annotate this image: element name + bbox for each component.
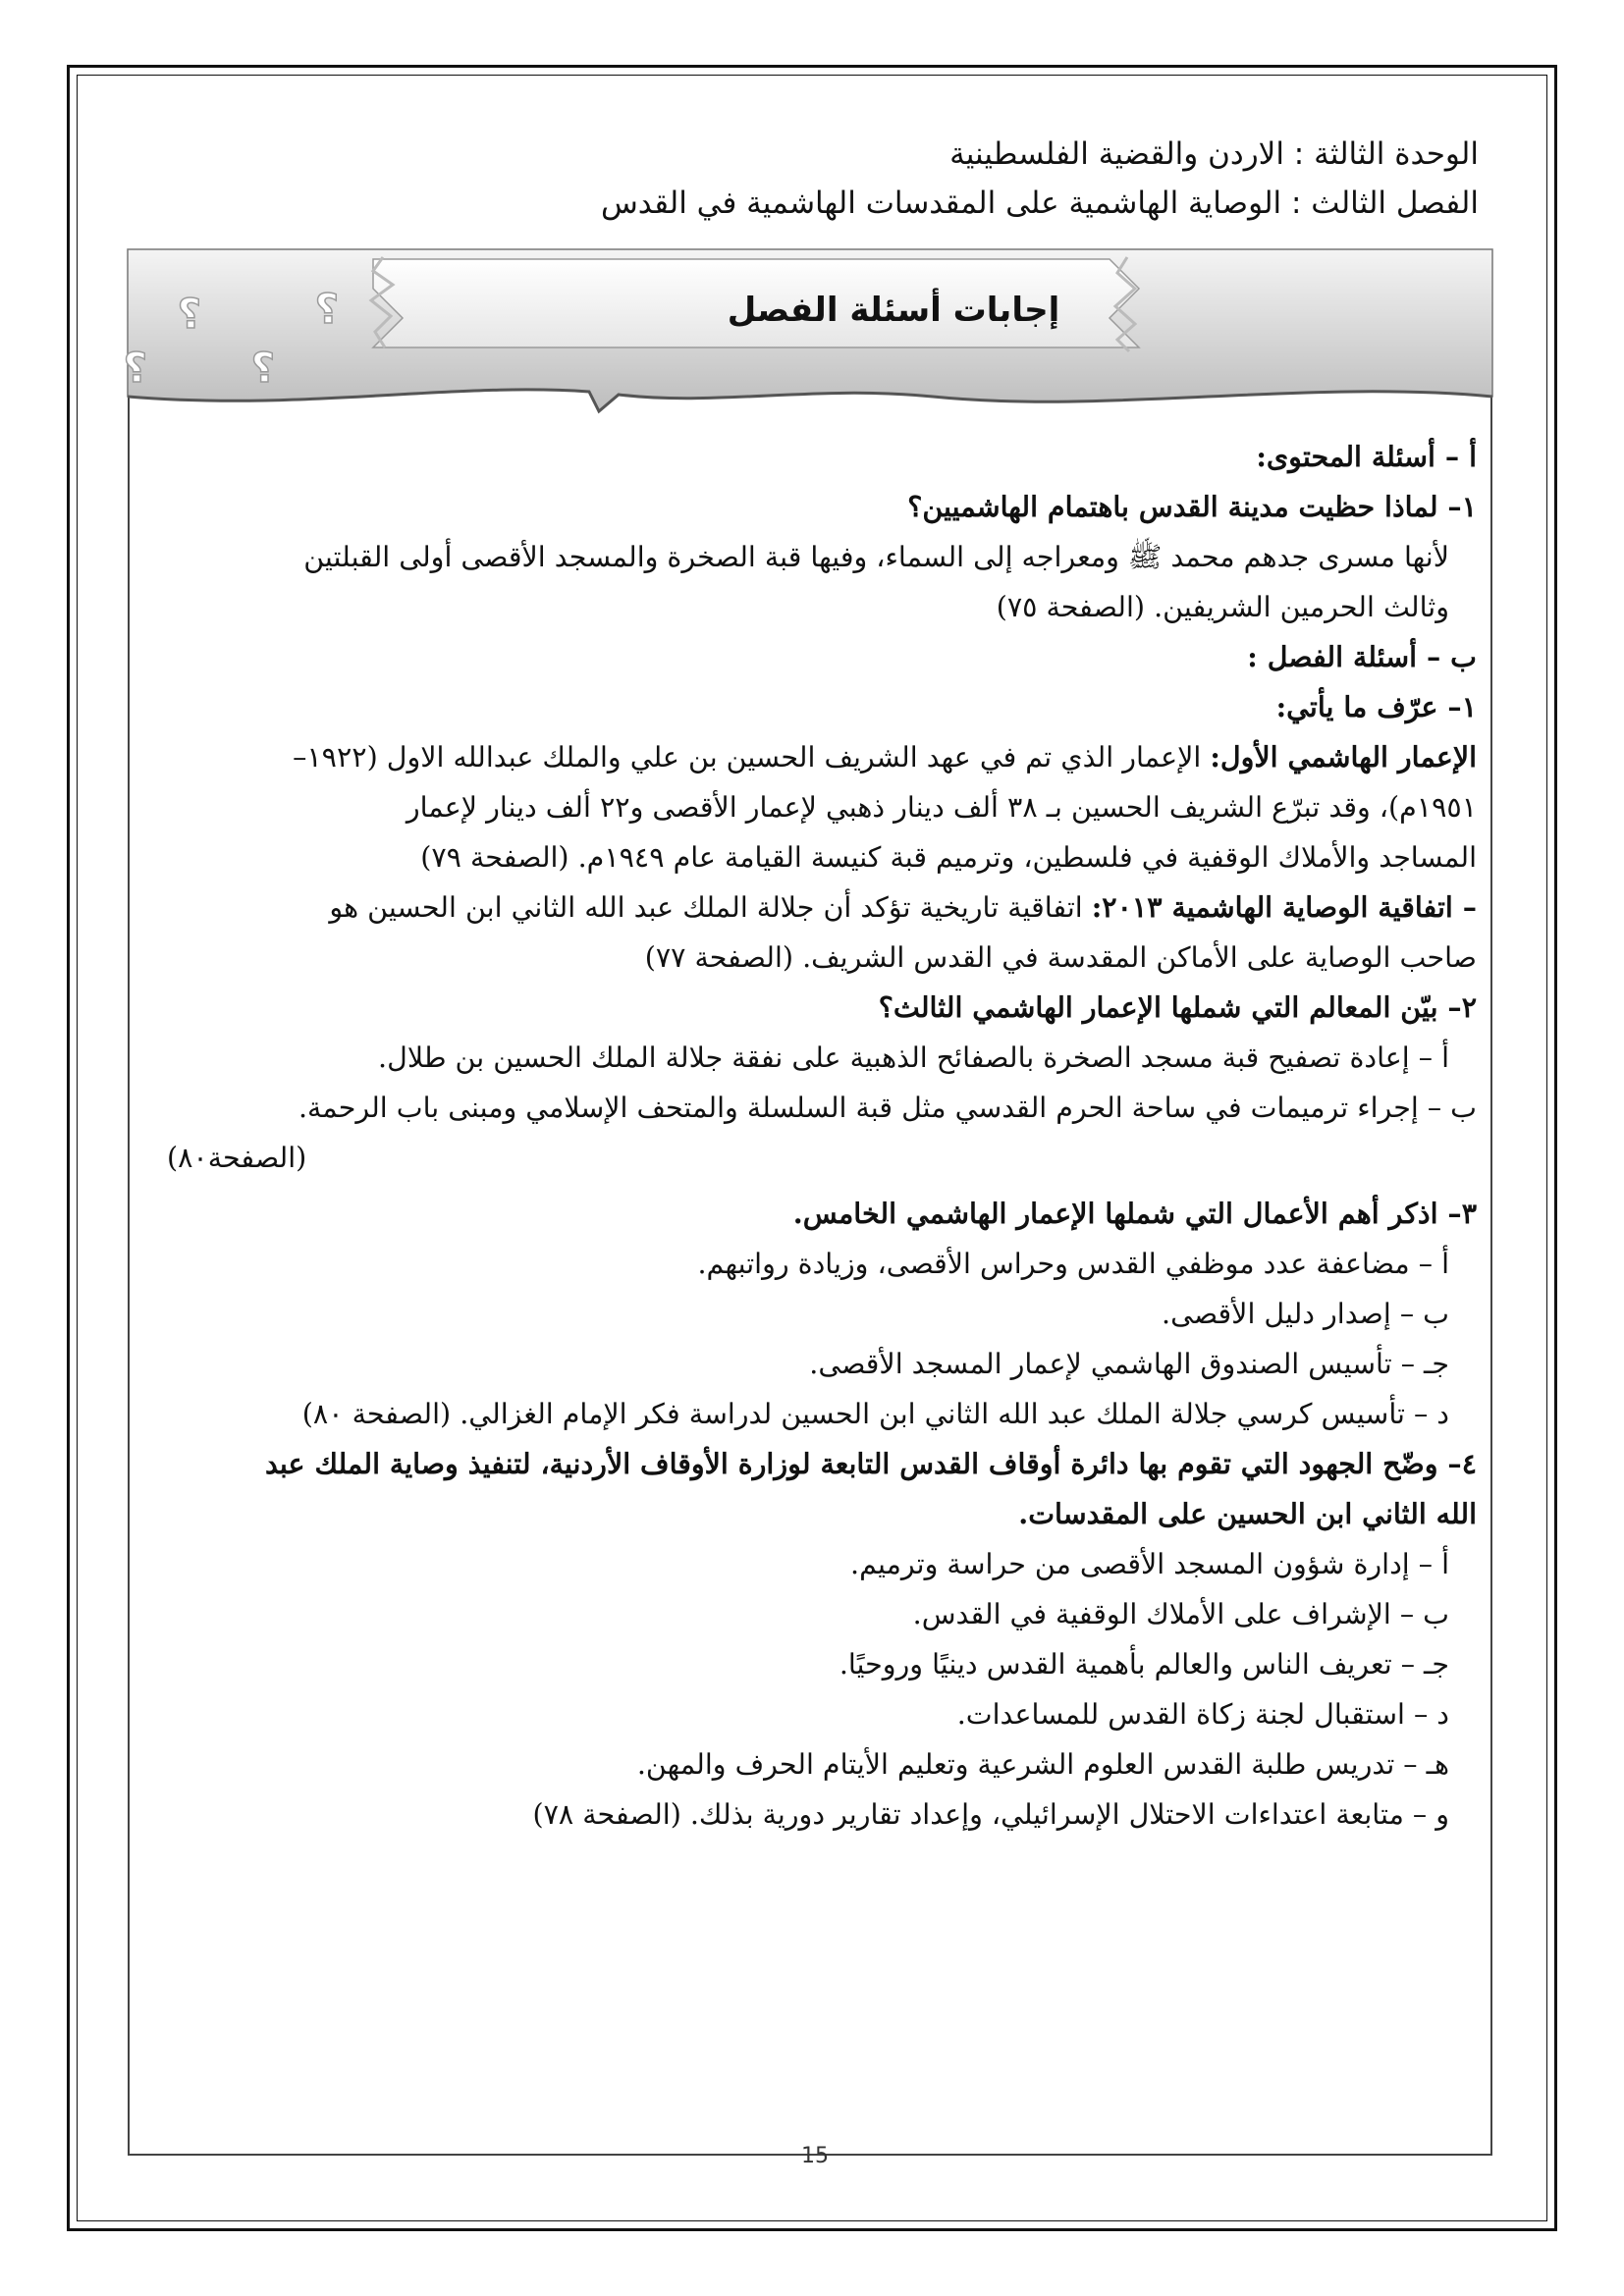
question-mark-icon: ؟ xyxy=(123,344,147,392)
answer-item: د – تأسيس كرسي جلالة الملك عبد الله الثاني ابن الحسين لدراسة فكر الإمام الغزالي. (الصفحة ٨٠) xyxy=(301,1398,1449,1430)
answers-body xyxy=(147,432,1477,1840)
chapter-title: الفصل الثالث : الوصاية الهاشمية على المقدسات الهاشمية في القدس xyxy=(600,186,1479,221)
question-b4-cont: الله الثاني ابن الحسين على المقدسات. xyxy=(1018,1497,1477,1530)
answer-item: أ – إعادة تصفيح قبة مسجد الصخرة بالصفائح الذهبية على نفقة جلالة الملك الحسين بن طلال. xyxy=(378,1041,1449,1074)
question-mark-icon: ؟ xyxy=(177,290,201,338)
section-a-heading: أ – أسئلة المحتوى: xyxy=(1256,440,1477,473)
question-a1: ١– لماذا حظيت مدينة القدس باهتمام الهاشميين؟ xyxy=(907,490,1477,523)
section-b-heading: ب – أسئلة الفصل : xyxy=(1247,640,1477,673)
answer-item: د – استقبال لجنة زكاة القدس للمساعدات. xyxy=(956,1698,1449,1731)
answer-item: جـ – تأسيس الصندوق الهاشمي لإعمار المسجد الأقصى. xyxy=(809,1348,1449,1380)
page-number: 15 xyxy=(801,2144,829,2168)
banner-title: إجابات أسئلة الفصل xyxy=(727,291,1060,330)
definition-line: المساجد والأملاك الوقفية في فلسطين، وترميم قبة كنيسة القيامة عام ١٩٤٩م. (الصفحة ٧٩) xyxy=(420,841,1477,874)
answer-item: جـ – تعريف الناس والعالم بأهمية القدس دينيًا وروحيًا. xyxy=(839,1648,1449,1681)
chapter-answers-banner xyxy=(123,249,1492,441)
definition-line xyxy=(147,732,1477,782)
question-b4: ٤– وضّح الجهود التي تقوم بها دائرة أوقاف القدس التابعة لوزارة الأوقاف الأردنية، لتنفيذ وصاية الملك عبد xyxy=(264,1447,1477,1480)
question-mark-icon: ؟ xyxy=(314,285,339,333)
definition-line: ١٩٥١م)، وقد تبرّع الشريف الحسين بـ ٣٨ ألف دينار ذهبي لإعمار الأقصى و٢٢ ألف دينار لإعمار xyxy=(406,791,1477,824)
page-reference: (الصفحة٨٠) xyxy=(167,1142,307,1174)
definition-text: اتفاقية تاريخية تؤكد أن جلالة الملك عبد الله الثاني ابن الحسين هو xyxy=(329,891,1092,924)
question-mark-icon: ؟ xyxy=(250,344,275,392)
answer-item: أ – إدارة شؤون المسجد الأقصى من حراسة وترميم. xyxy=(850,1548,1449,1580)
definition-text: الإعمار الذي تم في عهد الشريف الحسين بن علي والملك عبدالله الاول (١٩٢٢– xyxy=(293,741,1211,774)
answer-item: أ – مضاعفة عدد موظفي القدس وحراس الأقصى، وزيادة رواتبهم. xyxy=(697,1248,1449,1280)
definition-term: الإعمار الهاشمي الأول: xyxy=(1210,740,1477,774)
banner-graphic xyxy=(123,249,1492,441)
answer-item: و – متابعة اعتداءات الاحتلال الإسرائيلي، وإعداد تقارير دورية بذلك. (الصفحة ٧٨) xyxy=(532,1798,1449,1831)
answer-item: ب – إصدار دليل الأقصى. xyxy=(1162,1298,1449,1330)
answer-item: هـ – تدريس طلبة القدس العلوم الشرعية وتعليم الأيتام الحرف والمهن. xyxy=(636,1748,1449,1781)
question-b2: ٢– بيّن المعالم التي شملها الإعمار الهاشمي الثالث؟ xyxy=(878,990,1477,1024)
definition-line: صاحب الوصاية على الأماكن المقدسة في القدس الشريف. (الصفحة ٧٧) xyxy=(644,941,1477,974)
answer-item: ب – الإشراف على الأملاك الوقفية في القدس. xyxy=(912,1598,1449,1630)
question-b1: ١– عرّف ما يأتي: xyxy=(1275,690,1477,723)
unit-title: الوحدة الثالثة : الاردن والقضية الفلسطينية xyxy=(949,136,1479,172)
answer-item: ب – إجراء ترميمات في ساحة الحرم القدسي مثل قبة السلسلة والمتحف الإسلامي ومبنى باب الرحمة. xyxy=(298,1092,1477,1124)
answer-line: لأنها مسرى جدهم محمد ﷺ ومعراجه إلى السماء، وفيها قبة الصخرة والمسجد الأقصى أولى القبلتين xyxy=(303,541,1449,573)
definition-line xyxy=(147,882,1477,933)
question-b3: ٣– اذكر أهم الأعمال التي شملها الإعمار الهاشمي الخامس. xyxy=(792,1197,1477,1230)
definition-term: – اتفاقية الوصاية الهاشمية ٢٠١٣: xyxy=(1091,890,1477,924)
page-header xyxy=(601,130,1479,228)
answer-line: وثالث الحرمين الشريفين. (الصفحة ٧٥) xyxy=(996,591,1449,623)
